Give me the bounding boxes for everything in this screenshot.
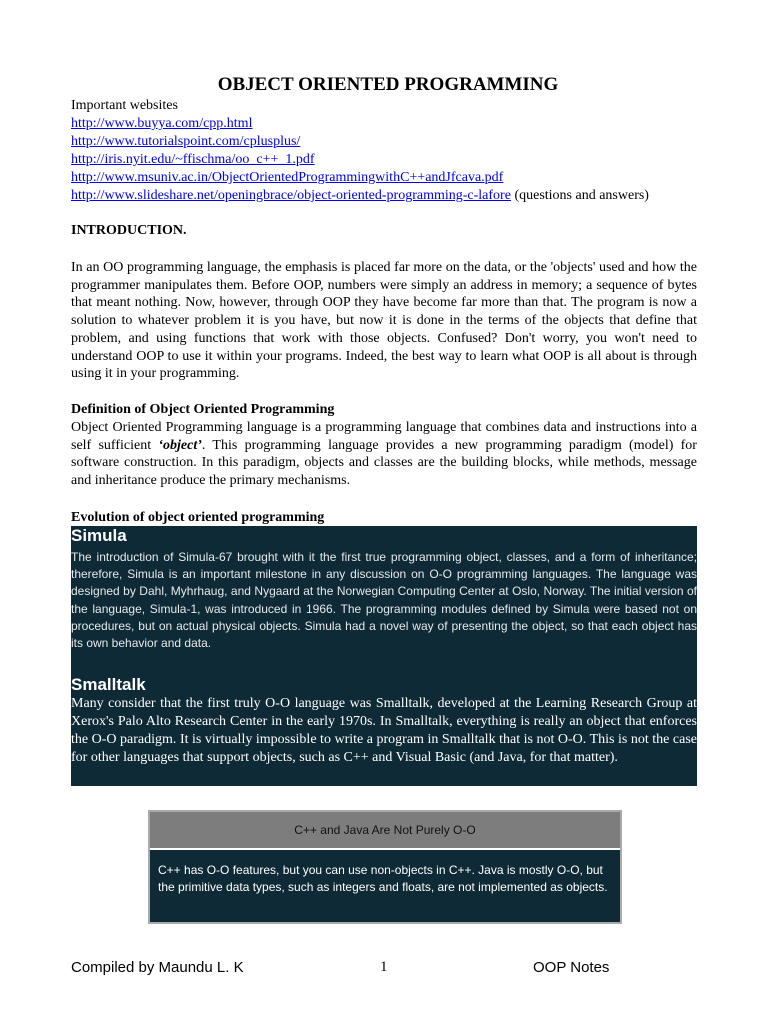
simula-heading: Simula	[71, 526, 127, 545]
evolution-heading: Evolution of object oriented programming	[71, 510, 325, 525]
footer-author: Compiled by Maundu L. K	[71, 959, 244, 976]
important-websites	[71, 97, 711, 205]
callout-box	[148, 810, 622, 924]
smalltalk-paragraph: Many consider that the first truly O-O language was Smalltalk, developed at the Learning Research Group at Xerox's Palo Alto Research Center in the early 1970s. In Smalltalk, everything is really an object that enforces the O-O paradigm. It is virtually impossible to write a program in Smalltalk that is not O-O. This is not the case for other languages that support objects, such as C++ and Visual Basic (and Java, for that matter).	[71, 696, 697, 766]
smalltalk-heading: Smalltalk	[71, 675, 146, 695]
callout-heading: C++ and Java Are Not Purely O-O	[150, 812, 620, 850]
definition-paragraph	[71, 419, 697, 490]
footer-notes-label: OOP Notes	[533, 959, 610, 976]
definition-emphasis: ‘object’	[158, 437, 202, 453]
website-link-msuniv[interactable]: http://www.msuniv.ac.in/ObjectOrientedProgrammingwithC++andJfcava.pdf	[71, 170, 504, 185]
website-link-tutorialspoint[interactable]: http://www.tutorialspoint.com/cplusplus/	[71, 134, 301, 149]
link-note: (questions and answers)	[514, 188, 649, 203]
definition-heading: Definition of Object Oriented Programming	[71, 402, 335, 417]
introduction-heading: INTRODUCTION.	[71, 223, 187, 238]
introduction-paragraph: In an OO programming language, the emphasis is placed far more on the data, or the 'objects' used and how the programmer manipulates them. Before OOP, numbers were simply an address in memory; a sequence of bytes that meant nothing. Now, however, through OOP they have become far more than that. The program is now a solution to whatever problem it is you have, but now it is done in the terms of the objects that define that problem, and using functions that work with those objects. Confused? Don't worry, you won't need to understand OOP to use it within your programs. Indeed, the best way to learn what OOP is all about is through using it in your programming.	[71, 260, 697, 382]
websites-heading: Important websites	[71, 98, 178, 113]
evolution-panel	[71, 526, 697, 786]
simula-paragraph: The introduction of Simula-67 brought with it the first true programming object, classes, and a form of inheritance; therefore, Simula is an important milestone in any discussion on O-O programming languages. The language was designed by Dahl, Myhrhaug, and Nygaard at the Norwegian Computing Center at Oslo, Norway. The initial version of the language, Simula-1, was introduced in 1966. The programming modules defined by Simula were based not on procedures, but on actual physical objects. Simula had a novel way of presenting the object, so that each object has its own behavior and data.	[71, 550, 697, 651]
page-title: OBJECT ORIENTED PROGRAMMING	[217, 74, 559, 95]
callout-text: C++ has O-O features, but you can use non-objects in C++. Java is mostly O-O, but the primitive data types, such as integers and floats, are not implemented as objects.	[158, 863, 608, 894]
website-link-nyit[interactable]: http://iris.nyit.edu/~ffischma/oo_c++_1.pdf	[71, 152, 315, 167]
footer-page-number: 1	[380, 959, 388, 975]
definition-text-after: . This programming language provides a new programming paradigm (model) for software construction. In this paradigm, objects and classes are the building blocks, while methods, message and inheritance produce the primary mechanisms.	[71, 437, 697, 489]
definition-text-before: Object Oriented Programming language is a programming language that combines data and instructions into a self sufficient	[71, 420, 697, 453]
website-link-slideshare[interactable]: http://www.slideshare.net/openingbrace/object-oriented-programming-c-lafore	[71, 188, 511, 203]
website-link-buyya[interactable]: http://www.buyya.com/cpp.html	[71, 116, 253, 131]
